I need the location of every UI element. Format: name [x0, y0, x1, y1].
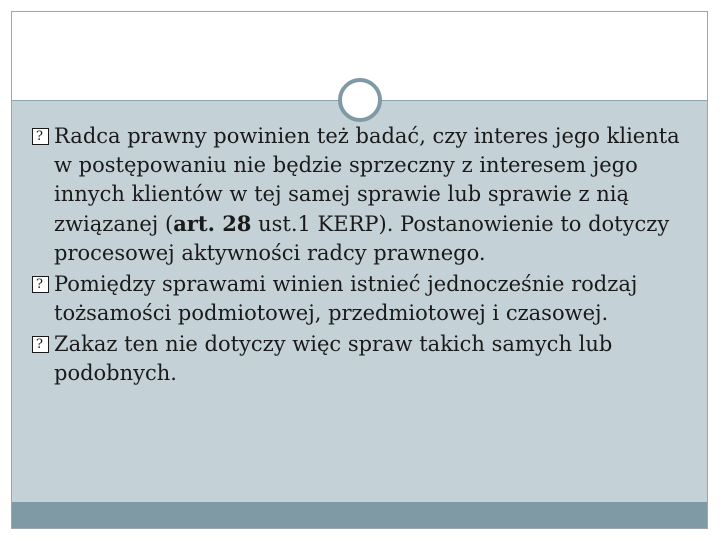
missing-glyph-bullet-icon — [32, 276, 49, 293]
circle-ornament-icon — [338, 78, 382, 122]
bullet-list — [30, 122, 690, 390]
footer-bar — [12, 502, 707, 528]
missing-glyph-bullet-icon — [32, 128, 49, 145]
bullet-text-part: Radca prawny powinien też badać, czy interes jego klienta w postępowaniu nie będzie sprzeczny z interesem jego innych klientów w tej samej sprawie lub sprawie z nią związanej ( — [54, 124, 680, 236]
bullet-text-part: ust.1 KERP). Postanowienie to dotyczy procesowej aktywności radcy prawnego. — [54, 212, 670, 265]
article-reference: art. 28 — [173, 211, 252, 236]
missing-glyph-bullet-icon — [32, 336, 49, 353]
bullet-item — [30, 330, 690, 388]
bullet-item — [30, 122, 690, 268]
bullet-text: Zakaz ten nie dotyczy więc spraw takich samych lub podobnych. — [54, 332, 613, 385]
bullet-item — [30, 270, 690, 328]
bullet-text: Pomiędzy sprawami winien istnieć jednocześnie rodzaj tożsamości podmiotowej, przedmiotowej i czasowej. — [54, 272, 638, 325]
